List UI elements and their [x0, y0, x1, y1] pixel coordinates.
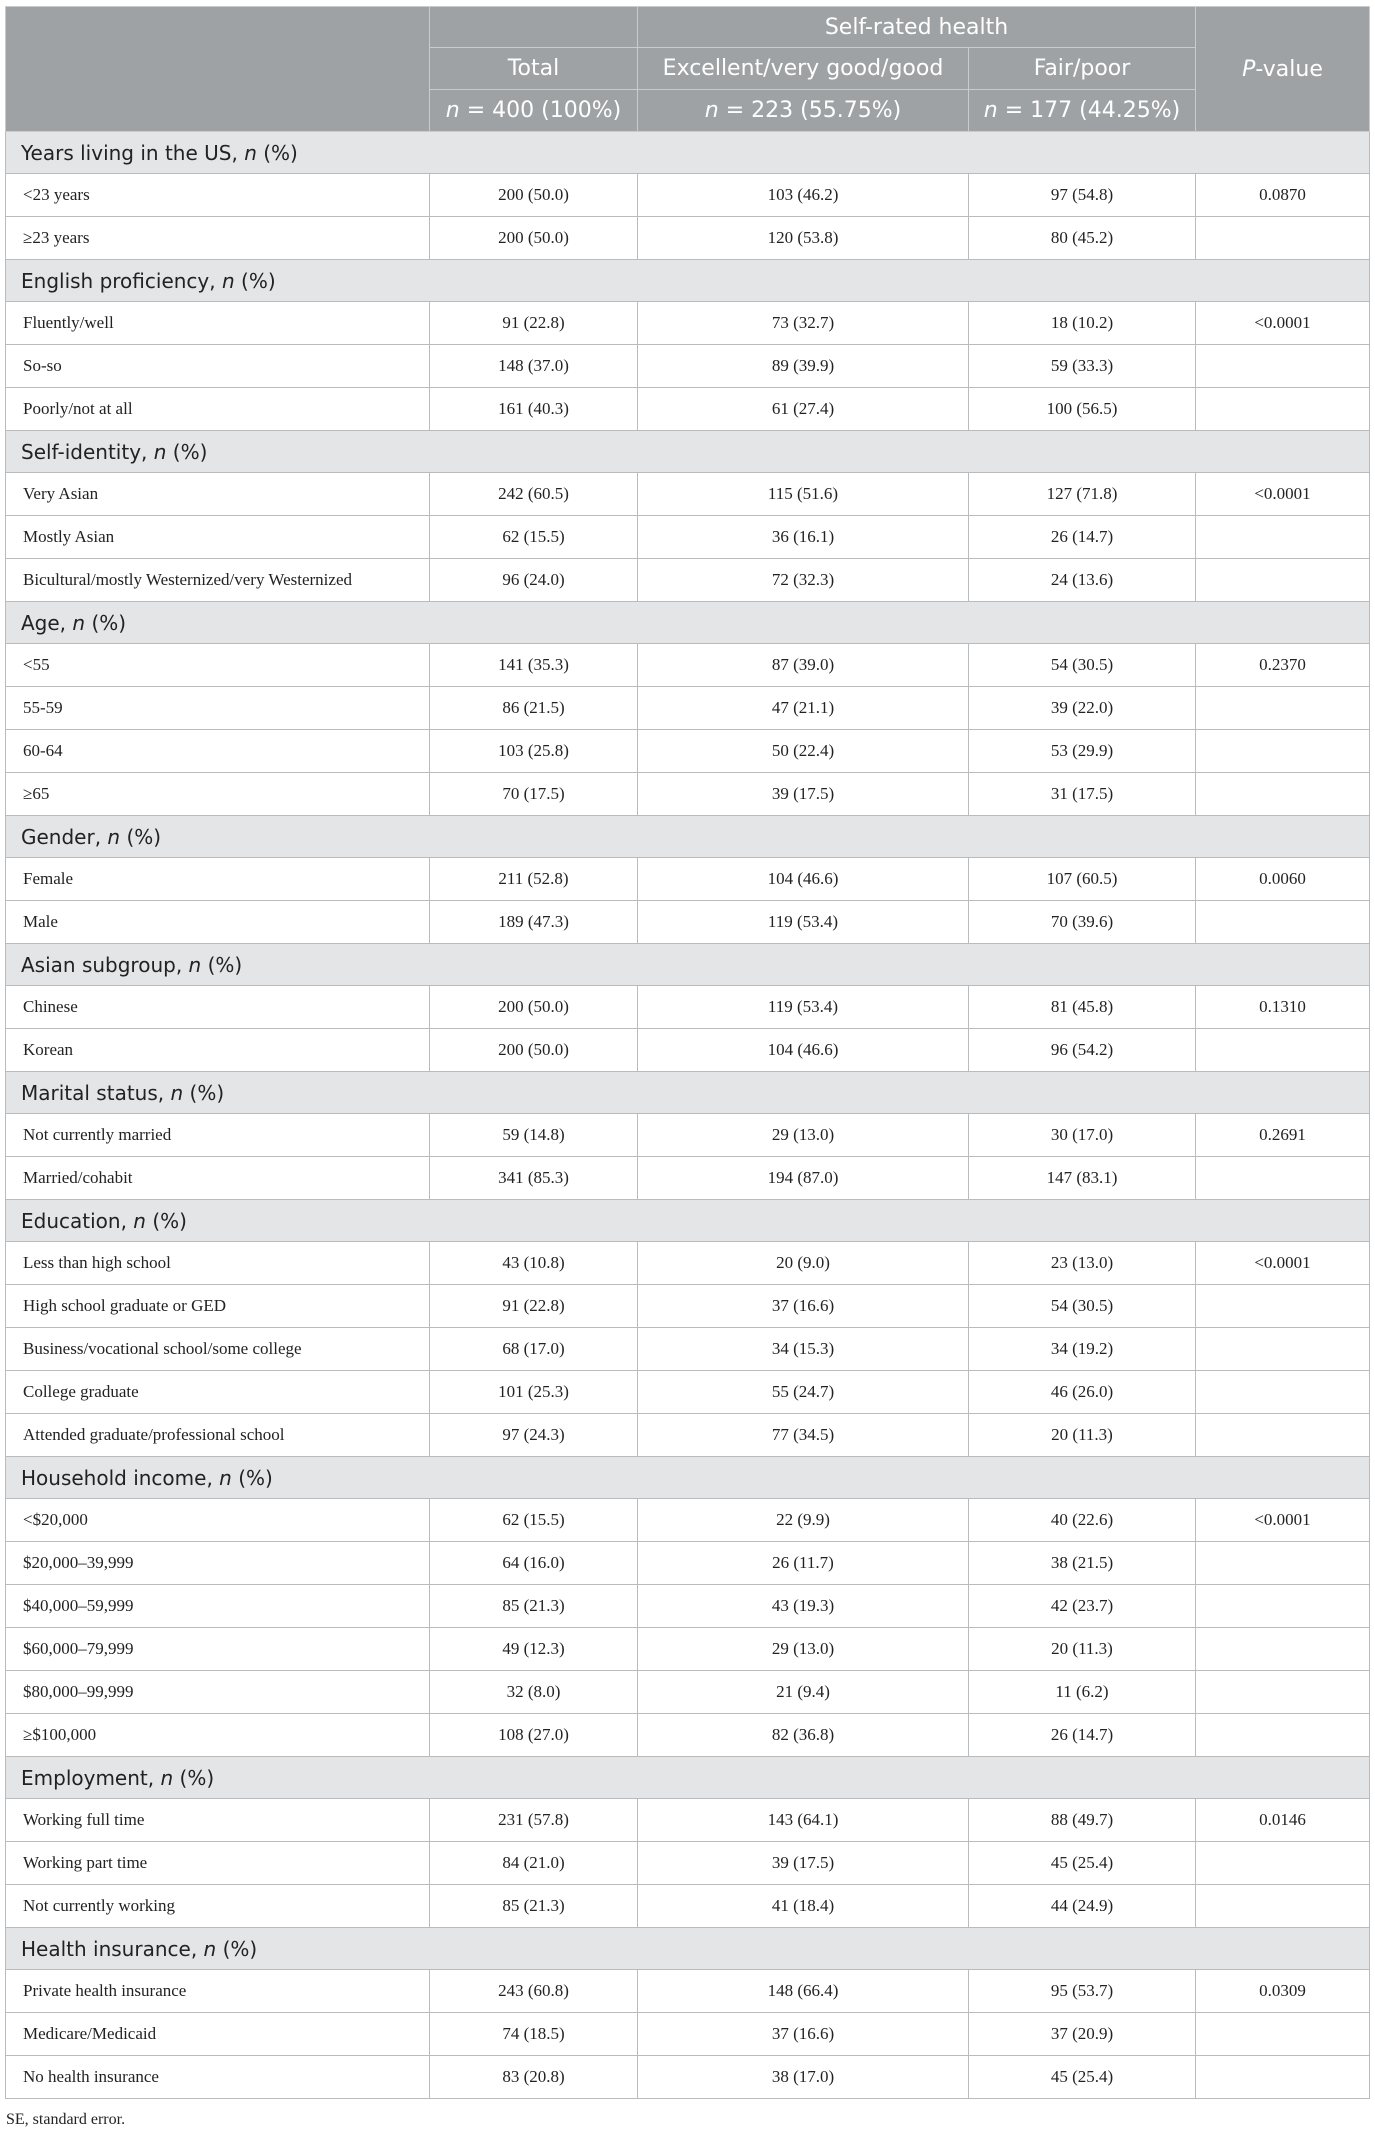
table-container	[5, 6, 1369, 2099]
cell-pvalue	[1196, 1671, 1370, 1714]
row-label: High school graduate or GED	[6, 1285, 430, 1328]
section-title-text: English proficiency,	[21, 268, 222, 293]
cell-group1: 82 (36.8)	[638, 1714, 969, 1757]
cell-group2: 127 (71.8)	[969, 473, 1196, 516]
section-title	[6, 602, 1370, 644]
cell-total: 200 (50.0)	[430, 1029, 638, 1072]
cell-total: 43 (10.8)	[430, 1242, 638, 1285]
cell-group2: 44 (24.9)	[969, 1885, 1196, 1928]
header-group1-label: Excellent/very good/good	[638, 48, 969, 90]
table-header	[6, 7, 1370, 132]
section-header-row	[6, 944, 1370, 986]
row-label: 55-59	[6, 687, 430, 730]
cell-total: 91 (22.8)	[430, 302, 638, 345]
section-title-suffix: (%)	[145, 1208, 187, 1233]
cell-total: 64 (16.0)	[430, 1542, 638, 1585]
cell-group1: 119 (53.4)	[638, 901, 969, 944]
cell-group2: 54 (30.5)	[969, 1285, 1196, 1328]
row-label: Married/cohabit	[6, 1157, 430, 1200]
section-title-text: Education,	[21, 1208, 134, 1233]
row-label: Korean	[6, 1029, 430, 1072]
cell-group1: 41 (18.4)	[638, 1885, 969, 1928]
row-label: Working full time	[6, 1799, 430, 1842]
header-total-label: Total	[430, 48, 638, 90]
section-title-suffix: (%)	[231, 1465, 273, 1490]
section-title	[6, 944, 1370, 986]
section-title-text: Gender,	[21, 824, 108, 849]
header-pvalue-label: -value	[1255, 56, 1323, 82]
cell-pvalue	[1196, 217, 1370, 260]
section-title	[6, 1757, 1370, 1799]
cell-pvalue	[1196, 1029, 1370, 1072]
cell-group1: 29 (13.0)	[638, 1628, 969, 1671]
cell-total: 103 (25.8)	[430, 730, 638, 773]
table-footnote: SE, standard error.	[6, 2111, 126, 2128]
row-label: $40,000–59,999	[6, 1585, 430, 1628]
table-row	[6, 687, 1370, 730]
row-label: Male	[6, 901, 430, 944]
section-title-suffix: (%)	[234, 268, 276, 293]
cell-group2: 107 (60.5)	[969, 858, 1196, 901]
row-label: $80,000–99,999	[6, 1671, 430, 1714]
table-row	[6, 1029, 1370, 1072]
cell-group2: 11 (6.2)	[969, 1671, 1196, 1714]
cell-group2: 95 (53.7)	[969, 1970, 1196, 2013]
table-row	[6, 773, 1370, 816]
row-label: Private health insurance	[6, 1970, 430, 2013]
cell-group2: 80 (45.2)	[969, 217, 1196, 260]
table-row	[6, 1114, 1370, 1157]
cell-pvalue: <0.0001	[1196, 302, 1370, 345]
section-n-prefix: n	[221, 268, 235, 293]
section-n-prefix: n	[107, 824, 121, 849]
table-row	[6, 1157, 1370, 1200]
cell-group2: 100 (56.5)	[969, 388, 1196, 431]
table-row	[6, 516, 1370, 559]
cell-pvalue: 0.2370	[1196, 644, 1370, 687]
table-row	[6, 1328, 1370, 1371]
header-group2-n	[969, 90, 1196, 132]
cell-pvalue	[1196, 1885, 1370, 1928]
table-row	[6, 1499, 1370, 1542]
cell-group1: 34 (15.3)	[638, 1328, 969, 1371]
section-n-prefix: n	[188, 952, 202, 977]
cell-total: 141 (35.3)	[430, 644, 638, 687]
cell-group1: 89 (39.9)	[638, 345, 969, 388]
table-body	[6, 132, 1370, 2099]
cell-pvalue	[1196, 1157, 1370, 1200]
row-label: Bicultural/mostly Westernized/very Westernized	[6, 559, 430, 602]
row-label: Medicare/Medicaid	[6, 2013, 430, 2056]
cell-pvalue: 0.0870	[1196, 174, 1370, 217]
section-title-suffix: (%)	[256, 140, 298, 165]
cell-pvalue	[1196, 1585, 1370, 1628]
row-label: Not currently working	[6, 1885, 430, 1928]
cell-pvalue: 0.0309	[1196, 1970, 1370, 2013]
table-row	[6, 1799, 1370, 1842]
section-title-text: Age,	[21, 610, 73, 635]
header-n-value: = 223 (55.75%)	[718, 98, 902, 123]
cell-group2: 18 (10.2)	[969, 302, 1196, 345]
cell-total: 62 (15.5)	[430, 1499, 638, 1542]
section-title-text: Asian subgroup,	[21, 952, 189, 977]
row-label: So-so	[6, 345, 430, 388]
cell-total: 86 (21.5)	[430, 687, 638, 730]
cell-pvalue	[1196, 687, 1370, 730]
table-row	[6, 1585, 1370, 1628]
cell-total: 96 (24.0)	[430, 559, 638, 602]
cell-total: 70 (17.5)	[430, 773, 638, 816]
section-title-text: Self-identity,	[21, 439, 154, 464]
row-label: College graduate	[6, 1371, 430, 1414]
cell-pvalue	[1196, 388, 1370, 431]
header-n-prefix: n	[704, 98, 719, 123]
row-label: ≥$100,000	[6, 1714, 430, 1757]
cell-total: 62 (15.5)	[430, 516, 638, 559]
cell-pvalue: <0.0001	[1196, 473, 1370, 516]
row-label: Very Asian	[6, 473, 430, 516]
cell-pvalue	[1196, 516, 1370, 559]
cell-total: 200 (50.0)	[430, 986, 638, 1029]
table-row	[6, 1242, 1370, 1285]
row-label: Poorly/not at all	[6, 388, 430, 431]
cell-total: 68 (17.0)	[430, 1328, 638, 1371]
cell-pvalue	[1196, 345, 1370, 388]
cell-pvalue	[1196, 1328, 1370, 1371]
row-label: No health insurance	[6, 2056, 430, 2099]
cell-group1: 22 (9.9)	[638, 1499, 969, 1542]
cell-total: 32 (8.0)	[430, 1671, 638, 1714]
table-row	[6, 1542, 1370, 1585]
section-n-prefix: n	[72, 610, 86, 635]
cell-total: 108 (27.0)	[430, 1714, 638, 1757]
section-title	[6, 431, 1370, 473]
section-header-row	[6, 260, 1370, 302]
cell-group1: 119 (53.4)	[638, 986, 969, 1029]
row-label: <23 years	[6, 174, 430, 217]
row-label: ≥65	[6, 773, 430, 816]
header-n-prefix: n	[445, 98, 460, 123]
table-row	[6, 388, 1370, 431]
cell-pvalue	[1196, 2056, 1370, 2099]
cell-group2: 20 (11.3)	[969, 1414, 1196, 1457]
cell-group1: 87 (39.0)	[638, 644, 969, 687]
section-title-text: Employment,	[21, 1765, 161, 1790]
table-row	[6, 644, 1370, 687]
cell-total: 91 (22.8)	[430, 1285, 638, 1328]
section-header-row	[6, 431, 1370, 473]
data-table	[5, 6, 1370, 2099]
cell-group2: 147 (83.1)	[969, 1157, 1196, 1200]
cell-total: 242 (60.5)	[430, 473, 638, 516]
section-header-row	[6, 1928, 1370, 1970]
section-title	[6, 1072, 1370, 1114]
cell-group1: 39 (17.5)	[638, 1842, 969, 1885]
row-label: $60,000–79,999	[6, 1628, 430, 1671]
cell-pvalue	[1196, 773, 1370, 816]
section-header-row	[6, 1200, 1370, 1242]
cell-pvalue	[1196, 1414, 1370, 1457]
cell-group2: 38 (21.5)	[969, 1542, 1196, 1585]
row-label: Not currently married	[6, 1114, 430, 1157]
section-title-text: Household income,	[21, 1465, 220, 1490]
cell-group1: 29 (13.0)	[638, 1114, 969, 1157]
cell-group1: 43 (19.3)	[638, 1585, 969, 1628]
section-title-suffix: (%)	[183, 1080, 225, 1105]
cell-total: 211 (52.8)	[430, 858, 638, 901]
row-label: Business/vocational school/some college	[6, 1328, 430, 1371]
section-n-prefix: n	[219, 1465, 232, 1490]
section-header-row	[6, 816, 1370, 858]
cell-pvalue	[1196, 1371, 1370, 1414]
table-row	[6, 1628, 1370, 1671]
row-label: 60-64	[6, 730, 430, 773]
section-title-suffix: (%)	[216, 1936, 258, 1961]
cell-group1: 20 (9.0)	[638, 1242, 969, 1285]
cell-total: 97 (24.3)	[430, 1414, 638, 1457]
cell-group2: 39 (22.0)	[969, 687, 1196, 730]
cell-group1: 103 (46.2)	[638, 174, 969, 217]
cell-pvalue: <0.0001	[1196, 1499, 1370, 1542]
cell-group1: 38 (17.0)	[638, 2056, 969, 2099]
section-n-prefix: n	[153, 439, 167, 464]
section-title	[6, 1457, 1370, 1499]
cell-group1: 115 (51.6)	[638, 473, 969, 516]
cell-group1: 104 (46.6)	[638, 858, 969, 901]
cell-total: 200 (50.0)	[430, 217, 638, 260]
cell-group2: 45 (25.4)	[969, 2056, 1196, 2099]
cell-group1: 143 (64.1)	[638, 1799, 969, 1842]
table-row	[6, 986, 1370, 1029]
table-row	[6, 1842, 1370, 1885]
row-label: Fluently/well	[6, 302, 430, 345]
cell-group1: 77 (34.5)	[638, 1414, 969, 1457]
cell-total: 83 (20.8)	[430, 2056, 638, 2099]
table-row	[6, 1714, 1370, 1757]
cell-group2: 45 (25.4)	[969, 1842, 1196, 1885]
cell-group2: 54 (30.5)	[969, 644, 1196, 687]
header-pvalue-prefix: P	[1242, 56, 1256, 82]
table-row	[6, 302, 1370, 345]
section-header-row	[6, 132, 1370, 174]
cell-group2: 81 (45.8)	[969, 986, 1196, 1029]
cell-group1: 120 (53.8)	[638, 217, 969, 260]
cell-group1: 47 (21.1)	[638, 687, 969, 730]
header-group-label: Self-rated health	[638, 7, 1196, 48]
cell-pvalue	[1196, 1714, 1370, 1757]
section-title	[6, 260, 1370, 302]
row-label: $20,000–39,999	[6, 1542, 430, 1585]
cell-group1: 39 (17.5)	[638, 773, 969, 816]
cell-group1: 73 (32.7)	[638, 302, 969, 345]
cell-total: 148 (37.0)	[430, 345, 638, 388]
cell-group1: 194 (87.0)	[638, 1157, 969, 1200]
table-row	[6, 473, 1370, 516]
header-group1-n	[638, 90, 969, 132]
cell-pvalue	[1196, 2013, 1370, 2056]
cell-pvalue	[1196, 559, 1370, 602]
header-blank-total	[430, 7, 638, 48]
section-title	[6, 1928, 1370, 1970]
table-row	[6, 2056, 1370, 2099]
section-n-prefix: n	[244, 140, 257, 165]
table-row	[6, 559, 1370, 602]
section-n-prefix: n	[160, 1765, 174, 1790]
cell-group1: 148 (66.4)	[638, 1970, 969, 2013]
cell-group2: 40 (22.6)	[969, 1499, 1196, 1542]
cell-group2: 30 (17.0)	[969, 1114, 1196, 1157]
cell-group2: 26 (14.7)	[969, 1714, 1196, 1757]
cell-total: 231 (57.8)	[430, 1799, 638, 1842]
cell-total: 74 (18.5)	[430, 2013, 638, 2056]
section-header-row	[6, 602, 1370, 644]
cell-pvalue	[1196, 1542, 1370, 1585]
section-title-text: Marital status,	[21, 1080, 171, 1105]
header-n-value: = 400 (100%)	[459, 98, 622, 123]
cell-group2: 20 (11.3)	[969, 1628, 1196, 1671]
cell-total: 189 (47.3)	[430, 901, 638, 944]
cell-group2: 34 (19.2)	[969, 1328, 1196, 1371]
cell-group2: 26 (14.7)	[969, 516, 1196, 559]
table-row	[6, 1970, 1370, 2013]
cell-group1: 26 (11.7)	[638, 1542, 969, 1585]
cell-group1: 72 (32.3)	[638, 559, 969, 602]
table-row	[6, 174, 1370, 217]
row-label: <55	[6, 644, 430, 687]
section-n-prefix: n	[170, 1080, 184, 1105]
section-title-suffix: (%)	[85, 610, 127, 635]
cell-pvalue: 0.0146	[1196, 1799, 1370, 1842]
cell-group2: 24 (13.6)	[969, 559, 1196, 602]
table-row	[6, 1671, 1370, 1714]
cell-group2: 42 (23.7)	[969, 1585, 1196, 1628]
cell-total: 200 (50.0)	[430, 174, 638, 217]
cell-pvalue	[1196, 1842, 1370, 1885]
section-n-prefix: n	[133, 1208, 146, 1233]
table-row	[6, 217, 1370, 260]
cell-group1: 61 (27.4)	[638, 388, 969, 431]
cell-total: 101 (25.3)	[430, 1371, 638, 1414]
section-n-prefix: n	[203, 1936, 217, 1961]
cell-group1: 55 (24.7)	[638, 1371, 969, 1414]
cell-pvalue	[1196, 730, 1370, 773]
row-label: Attended graduate/professional school	[6, 1414, 430, 1457]
section-header-row	[6, 1457, 1370, 1499]
table-row	[6, 730, 1370, 773]
cell-group1: 36 (16.1)	[638, 516, 969, 559]
cell-group1: 37 (16.6)	[638, 2013, 969, 2056]
header-n-value: = 177 (44.25%)	[997, 98, 1181, 123]
cell-group2: 23 (13.0)	[969, 1242, 1196, 1285]
cell-group2: 88 (49.7)	[969, 1799, 1196, 1842]
table-row	[6, 2013, 1370, 2056]
table-row	[6, 858, 1370, 901]
row-label: Chinese	[6, 986, 430, 1029]
table-row	[6, 345, 1370, 388]
section-title	[6, 816, 1370, 858]
cell-total: 85 (21.3)	[430, 1585, 638, 1628]
table-row	[6, 1285, 1370, 1328]
section-title-text: Years living in the US,	[21, 140, 245, 165]
cell-pvalue	[1196, 1628, 1370, 1671]
cell-pvalue: <0.0001	[1196, 1242, 1370, 1285]
section-header-row	[6, 1757, 1370, 1799]
cell-group1: 104 (46.6)	[638, 1029, 969, 1072]
header-total-n	[430, 90, 638, 132]
section-header-row	[6, 1072, 1370, 1114]
header-blank-cell	[6, 7, 430, 132]
cell-group2: 53 (29.9)	[969, 730, 1196, 773]
cell-pvalue	[1196, 1285, 1370, 1328]
table-row	[6, 901, 1370, 944]
cell-pvalue: 0.1310	[1196, 986, 1370, 1029]
cell-group1: 37 (16.6)	[638, 1285, 969, 1328]
table-row	[6, 1414, 1370, 1457]
cell-pvalue: 0.0060	[1196, 858, 1370, 901]
section-title-suffix: (%)	[173, 1765, 215, 1790]
cell-total: 161 (40.3)	[430, 388, 638, 431]
section-title-suffix: (%)	[120, 824, 162, 849]
cell-group2: 37 (20.9)	[969, 2013, 1196, 2056]
cell-total: 341 (85.3)	[430, 1157, 638, 1200]
cell-total: 49 (12.3)	[430, 1628, 638, 1671]
cell-group2: 96 (54.2)	[969, 1029, 1196, 1072]
cell-total: 59 (14.8)	[430, 1114, 638, 1157]
row-label: Less than high school	[6, 1242, 430, 1285]
row-label: <$20,000	[6, 1499, 430, 1542]
section-title-suffix: (%)	[201, 952, 243, 977]
cell-group2: 70 (39.6)	[969, 901, 1196, 944]
row-label: Working part time	[6, 1842, 430, 1885]
cell-group1: 21 (9.4)	[638, 1671, 969, 1714]
cell-group1: 50 (22.4)	[638, 730, 969, 773]
cell-group2: 46 (26.0)	[969, 1371, 1196, 1414]
table-row	[6, 1371, 1370, 1414]
section-title	[6, 132, 1370, 174]
cell-pvalue: 0.2691	[1196, 1114, 1370, 1157]
cell-total: 85 (21.3)	[430, 1885, 638, 1928]
section-title-text: Health insurance,	[21, 1936, 204, 1961]
table-row	[6, 1885, 1370, 1928]
header-group2-label: Fair/poor	[969, 48, 1196, 90]
cell-total: 84 (21.0)	[430, 1842, 638, 1885]
row-label: Mostly Asian	[6, 516, 430, 559]
cell-pvalue	[1196, 901, 1370, 944]
row-label: ≥23 years	[6, 217, 430, 260]
header-n-prefix: n	[983, 98, 998, 123]
cell-group2: 59 (33.3)	[969, 345, 1196, 388]
section-title-suffix: (%)	[166, 439, 208, 464]
row-label: Female	[6, 858, 430, 901]
cell-group2: 31 (17.5)	[969, 773, 1196, 816]
cell-group2: 97 (54.8)	[969, 174, 1196, 217]
header-pvalue	[1196, 7, 1370, 132]
cell-total: 243 (60.8)	[430, 1970, 638, 2013]
section-title	[6, 1200, 1370, 1242]
